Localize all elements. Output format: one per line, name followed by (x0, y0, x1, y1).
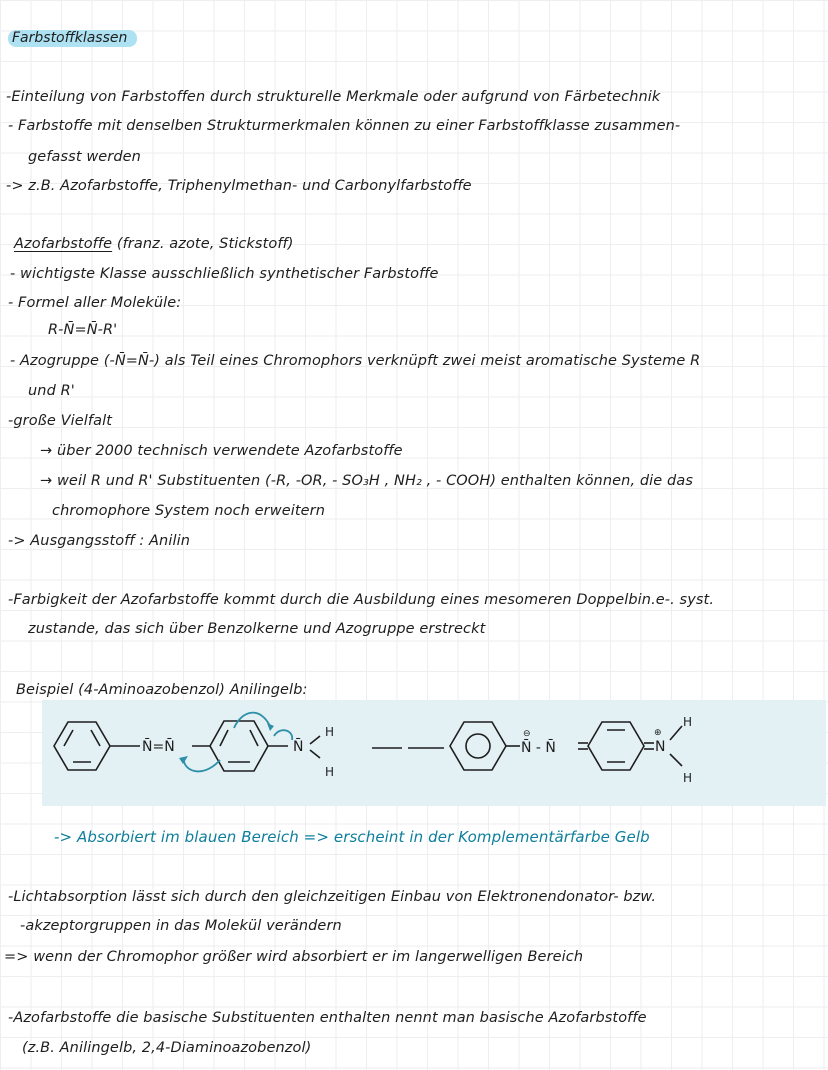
benzene-ring-3 (450, 722, 506, 770)
azo-line-5: -große Vielfalt (8, 413, 113, 429)
aminoazobenzene-diagram (42, 700, 826, 806)
page-title: Farbstoffklassen (8, 30, 137, 47)
azo-line-4: und R' (28, 383, 75, 399)
light-line-2: -akzeptorgruppen in das Molekül verändern (20, 918, 342, 934)
light-line-3: => wenn der Chromophor größer wird absorbiert er im langerwelligen Bereich (4, 949, 584, 965)
azo-line-6: → über 2000 technisch verwendete Azofarbstoffe (40, 443, 403, 459)
light-line-1: -Lichtabsorption lässt sich durch den gleichzeitigen Einbau von Elektronendonator- bzw. (8, 889, 657, 905)
intro-line-2: - Farbstoffe mit denselben Strukturmerkmalen können zu einer Farbstoffklasse zusammen- (8, 118, 681, 134)
intro-line-1: -Einteilung von Farbstoffen durch strukturelle Merkmale oder aufgrund von Färbetechnik (6, 89, 661, 105)
azo-line-3: - Azogruppe (-N̄=N̄-) als Teil eines Chromophors verknüpft zwei meist aromatische Systeme R (10, 353, 701, 369)
h-label-3: H (683, 715, 693, 729)
structure-svg (42, 700, 826, 806)
azo-line-9: -> Ausgangsstoff : Anilin (8, 533, 191, 549)
azo-heading-line (14, 236, 294, 252)
azo-formula: R-N̄=N̄-R' (48, 322, 118, 338)
left-azo-label: N̄=N̄ (142, 739, 175, 755)
absorb-line: -> Absorbiert im blauen Bereich => erscheint in der Komplementärfarbe Gelb (54, 828, 650, 846)
example-heading: Beispiel (4-Aminoazobenzol) Anilingelb: (16, 682, 308, 698)
left-amine-n: N̄ (293, 739, 304, 755)
azo-heading: Azofarbstoffe (14, 236, 113, 252)
basic-line-1: -Azofarbstoffe die basische Substituenten enthalten nennt man basische Azofarbstoffe (8, 1010, 647, 1026)
azo-line-1: - wichtigste Klasse ausschließlich synthetischer Farbstoffe (10, 266, 439, 282)
intro-line-4: -> z.B. Azofarbstoffe, Triphenylmethan- und Carbonylfarbstoffe (6, 178, 472, 194)
azo-heading-note: (franz. azote, Stickstoff) (112, 236, 294, 252)
h-label-2: H (325, 765, 335, 779)
color-line-2: zustande, das sich über Benzolkerne und Azogruppe erstreckt (28, 621, 486, 637)
azo-line-8: chromophore System noch erweitern (52, 503, 326, 519)
azo-line-2: - Formel aller Moleküle: (8, 295, 182, 311)
minus-charge: ⊖ (523, 729, 531, 739)
color-line-1: -Farbigkeit der Azofarbstoffe kommt durch die Ausbildung eines mesomeren Doppelbin.e-. syst. (8, 592, 715, 608)
plus-amine-n: N (655, 739, 666, 755)
plus-charge: ⊕ (654, 728, 662, 738)
right-azo-label: N̄ - N̄ (521, 740, 556, 756)
azo-line-7: → weil R und R' Substituenten (-R, -OR, - SO₃H , NH₂ , - COOH) enthalten können, die das (40, 473, 693, 489)
benzene-ring-2 (210, 721, 268, 771)
intro-line-3: gefasst werden (28, 149, 141, 165)
h-label-4: H (683, 771, 693, 785)
h-label-1: H (325, 725, 335, 739)
basic-line-2: (z.B. Anilingelb, 2,4-Diaminoazobenzol) (22, 1040, 312, 1056)
